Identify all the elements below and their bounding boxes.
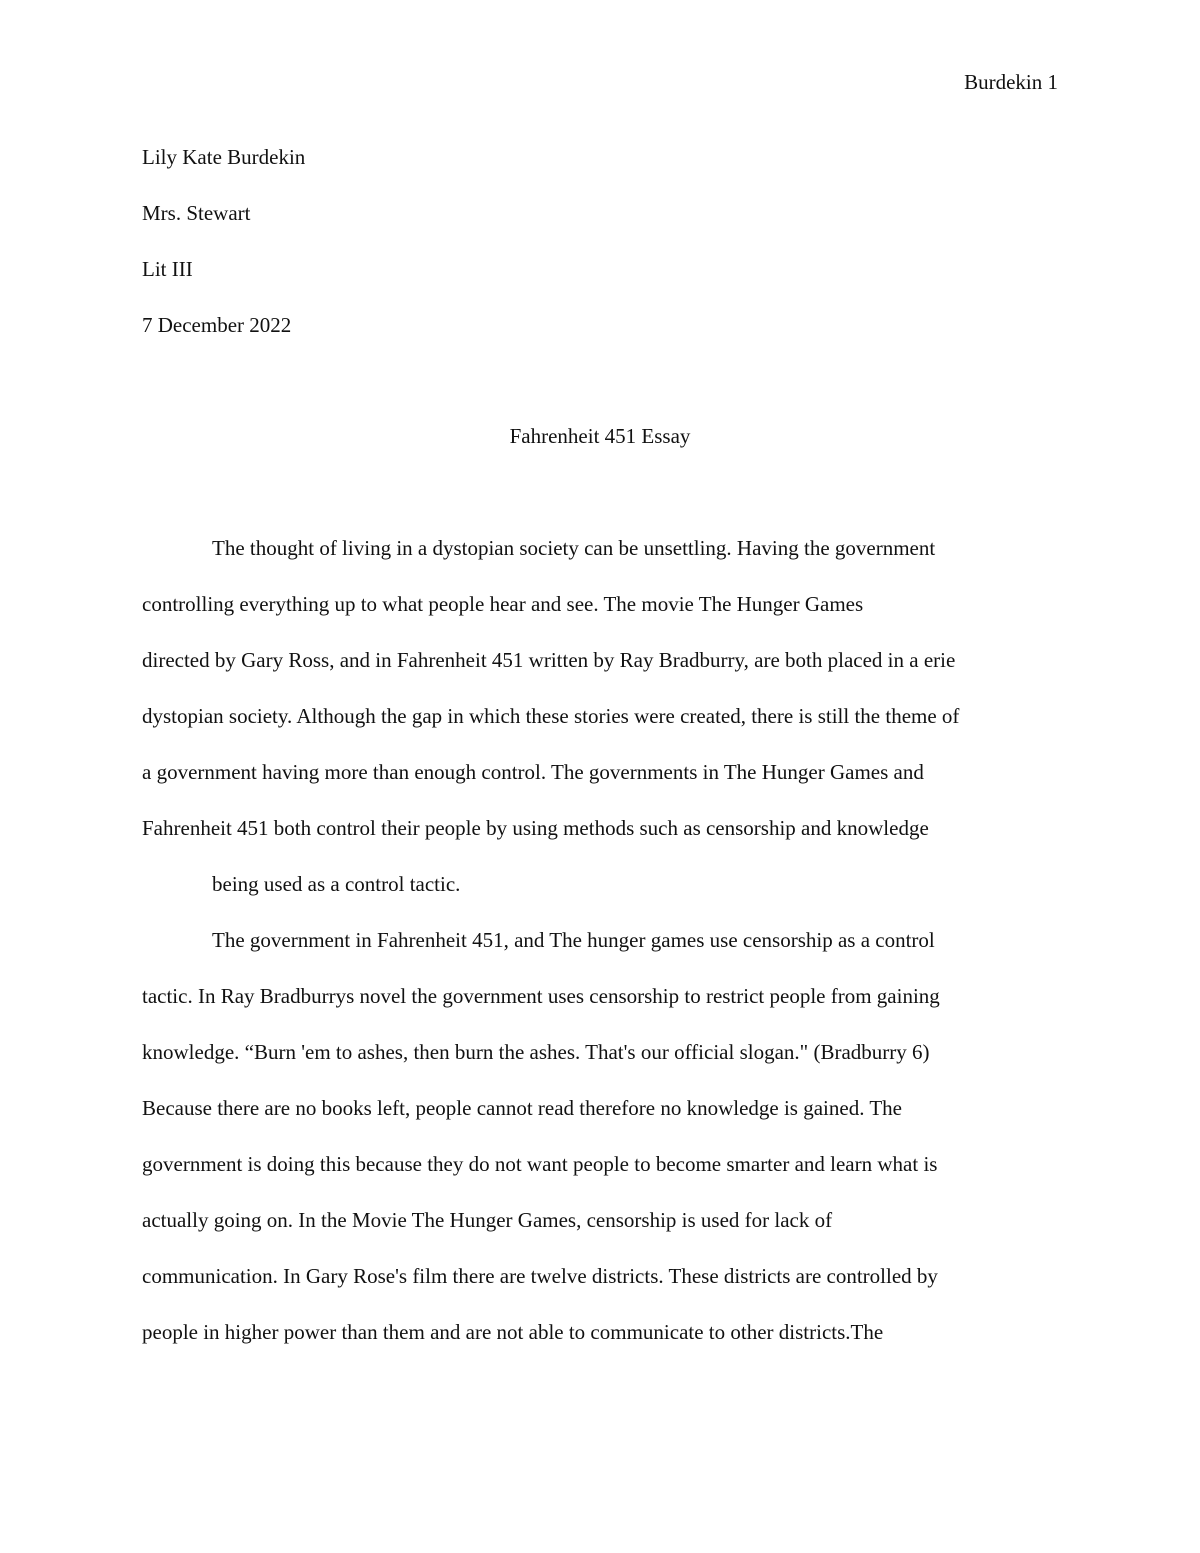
body-line: being used as a control tactic. bbox=[212, 872, 461, 896]
body-line: dystopian society. Although the gap in which these stories were created, there is still the theme of bbox=[142, 704, 960, 728]
teacher-name: Mrs. Stewart bbox=[142, 201, 251, 225]
essay-title: Fahrenheit 451 Essay bbox=[509, 424, 691, 448]
body-line: people in higher power than them and are not able to communicate to other districts.The bbox=[142, 1320, 884, 1344]
body-line: The government in Fahrenheit 451, and The hunger games use censorship as a control bbox=[212, 928, 935, 952]
essay-date: 7 December 2022 bbox=[142, 313, 292, 337]
body-line: controlling everything up to what people hear and see. The movie The Hunger Games bbox=[142, 592, 864, 616]
author-name: Lily Kate Burdekin bbox=[142, 145, 306, 169]
body-line: Because there are no books left, people cannot read therefore no knowledge is gained. The bbox=[142, 1096, 902, 1120]
body-line: actually going on. In the Movie The Hunger Games, censorship is used for lack of bbox=[142, 1208, 833, 1232]
body-line: directed by Gary Ross, and in Fahrenheit 451 written by Ray Bradburry, are both placed in a erie bbox=[142, 648, 956, 672]
body-line: The thought of living in a dystopian society can be unsettling. Having the government bbox=[212, 536, 936, 560]
body-line: government is doing this because they do not want people to become smarter and learn what is bbox=[142, 1152, 938, 1176]
running-head: Burdekin 1 bbox=[964, 70, 1058, 94]
body-line: a government having more than enough control. The governments in The Hunger Games and bbox=[142, 760, 924, 784]
body-line: knowledge. “Burn 'em to ashes, then burn the ashes. That's our official slogan." (Bradburry 6) bbox=[142, 1040, 930, 1064]
body-line: communication. In Gary Rose's film there are twelve districts. These districts are controlled by bbox=[142, 1264, 938, 1288]
course-name: Lit III bbox=[142, 257, 193, 281]
body-line: Fahrenheit 451 both control their people by using methods such as censorship and knowledge bbox=[142, 816, 929, 840]
body-line: tactic. In Ray Bradburrys novel the government uses censorship to restrict people from gaining bbox=[142, 984, 940, 1008]
